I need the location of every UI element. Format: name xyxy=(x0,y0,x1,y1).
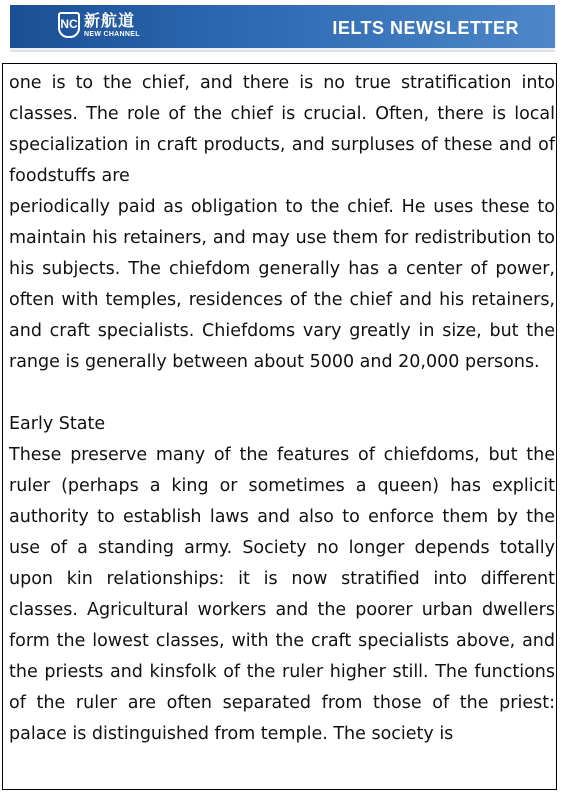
header-divider xyxy=(10,50,555,52)
paragraph-spacer xyxy=(9,378,555,409)
article-body xyxy=(9,68,555,750)
newsletter-title: IELTS NEWSLETTER xyxy=(332,18,519,38)
newsletter-header xyxy=(10,5,555,48)
article-frame xyxy=(2,63,557,790)
article-paragraph-2: periodically paid as obligation to the chief. He uses these to maintain his retainers, and may use them for redistribution to his subjects. The chiefdom generally has a center of power, often with temples, residences of the chief and his retainers, and craft specialists. Chiefdoms vary greatly in size, but the range is generally between about 5000 and 20,000 persons. xyxy=(9,197,555,372)
brand-name-cn: 新航道 xyxy=(84,11,136,30)
article-paragraph-3: These preserve many of the features of chiefdoms, but the ruler (perhaps a king or sometimes a queen) has explicit authority to establish laws and also to enforce them by the use of a standing army. Society no longer depends totally upon kin relationships: it is now stratified into different classes. Agricultural workers and the poorer urban dwellers form the lowest classes, with the craft specialists above, and the priests and kinsfolk of the ruler higher still. The functions of the ruler are often separated from those of the priest: palace is distinguished from temple. The society is xyxy=(9,445,555,744)
brand-name-en: NEW CHANNEL xyxy=(84,31,140,38)
section-heading: Early State xyxy=(9,414,106,434)
article-paragraph-1: one is to the chief, and there is no true stratification into classes. The role of the chief is crucial. Often, there is local specialization in craft products, and surpluses of these and of foodstuffs are xyxy=(9,73,555,186)
new-channel-logo-icon: NC xyxy=(58,12,80,38)
